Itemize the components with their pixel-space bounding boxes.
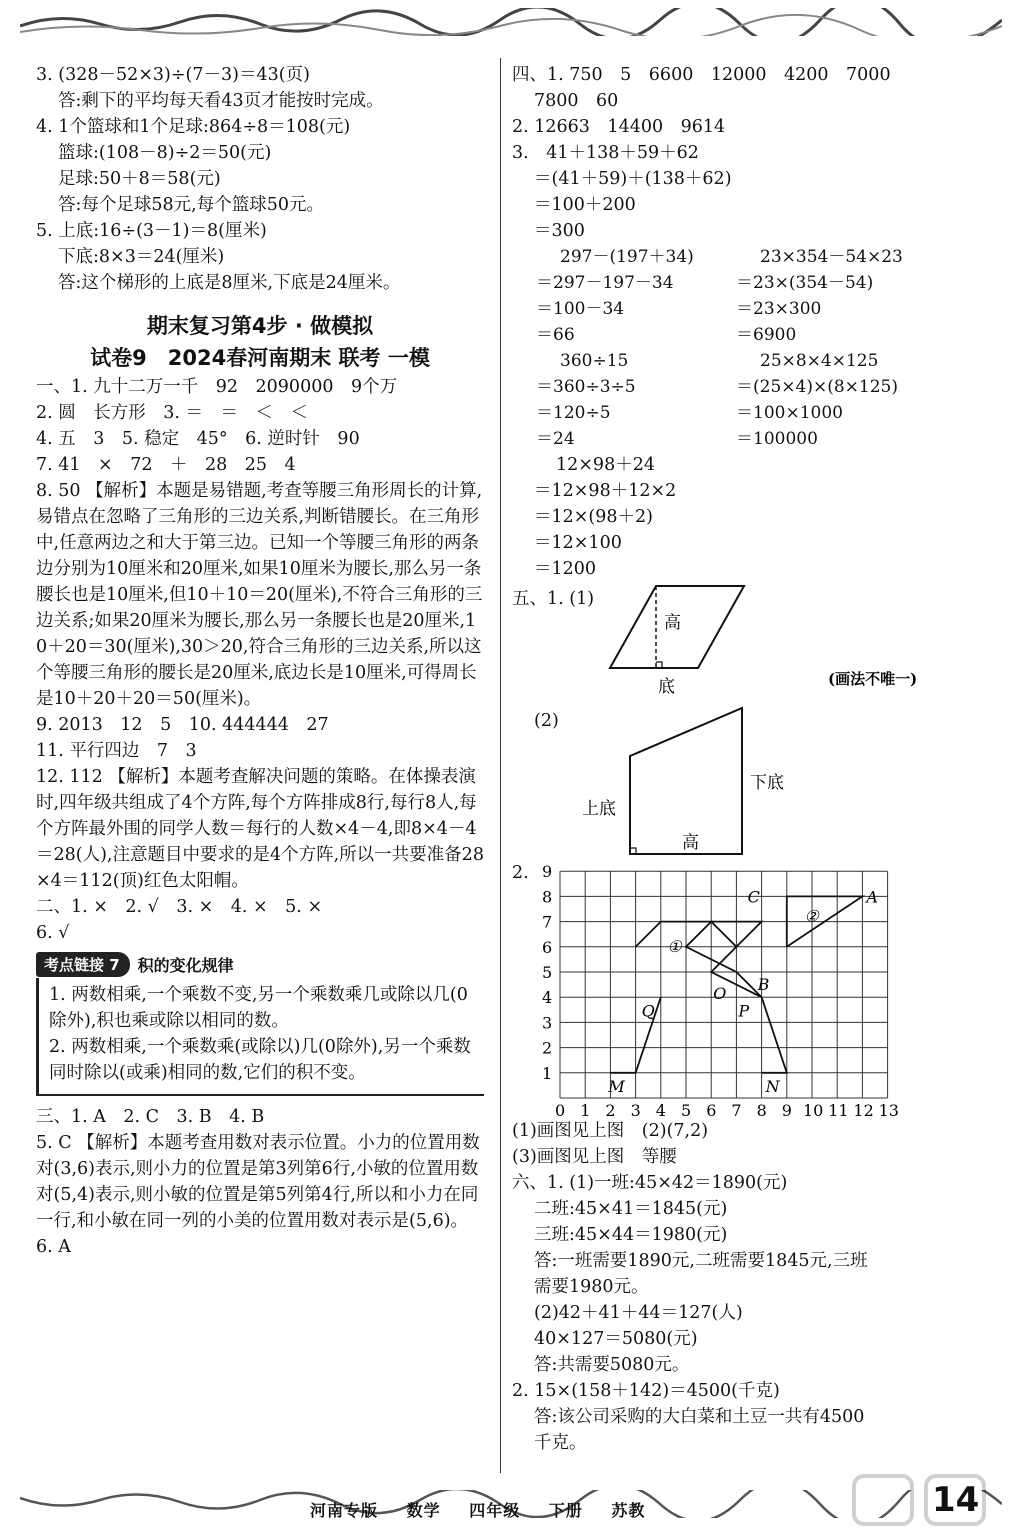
footer-term: 下册 [548, 1501, 583, 1520]
upper-base-label: 上底 [582, 799, 616, 819]
calc-step: ＝24 [536, 429, 575, 449]
answer-line: 5. 上底:16÷(3－1)＝8(厘米) [36, 221, 267, 241]
y-tick-label: 5 [542, 963, 553, 982]
footer-edition: 苏教 [611, 1501, 646, 1520]
y-tick-label: 6 [542, 937, 553, 957]
answer-line: 答:该公司采购的大白菜和土豆一共有4500 [534, 1407, 865, 1427]
height-label: 高 [664, 613, 681, 633]
answer-line: 11. 平行四边 7 3 [36, 741, 197, 761]
section-title: 期末复习第4步 · 做模拟 [146, 314, 374, 338]
x-tick-label: 13 [878, 1101, 899, 1118]
x-tick-label: 6 [706, 1101, 717, 1118]
answer-line: 6. A [36, 1237, 71, 1257]
parallelogram-drawing [512, 584, 972, 704]
answer-line: 篮球:(108－8)÷2＝50(元) [58, 143, 272, 163]
footer-region: 河南专版 [310, 1501, 379, 1520]
y-tick-label: 8 [542, 887, 553, 907]
point-m-label: M [608, 1077, 625, 1096]
calc-step: ＝360÷3÷5 [536, 377, 636, 397]
shape-one-label: ① [667, 936, 682, 956]
calc-step: ＝66 [536, 325, 575, 345]
calc-step: ＝100000 [736, 429, 818, 449]
answer-line: 下底:8×3＝24(厘米) [58, 247, 225, 267]
analysis-paragraph: 5. C 【解析】本题考查用数对表示位置。小力的位置用数对(3,6)表示,则小力的位置是第3列第6行,小敏的位置用数对(5,4)表示,则小敏的位置是第5列第4行,所以和小力在同一行,和小敏在同一列的小美的位置用数对表示是(5,6)。 [36, 1133, 480, 1231]
calc-step: ＝100×1000 [736, 403, 843, 423]
x-tick-label: 0 [555, 1101, 566, 1118]
y-tick-label: 9 [542, 862, 553, 882]
calc-step: ＝1200 [534, 559, 597, 579]
answer-line: 需要1980元。 [534, 1277, 649, 1297]
calc-step: ＝120÷5 [536, 403, 611, 423]
y-tick-label: 4 [542, 988, 553, 1008]
answer-line: (2)42＋41＋44＝127(人) [534, 1303, 743, 1323]
answer-line: (1)画图见上图 (2)(7,2) [512, 1121, 709, 1141]
x-tick-label: 2 [605, 1101, 616, 1118]
answer-line: 7800 60 [534, 91, 619, 111]
answer-line: 三、1. A 2. C 3. B 4. B [36, 1107, 265, 1127]
answer-line: 千克。 [534, 1433, 587, 1453]
calc-step: ＝12×98＋12×2 [534, 481, 677, 501]
analysis-paragraph: 8. 50 【解析】本题是易错题,考查等腰三角形周长的计算,易错点在忽略了三角形的三边关系,判断错腰长。在三角形中,任意两边之和大于第三边。已知一个等腰三角形的两条边分别为10厘米和20厘米,如果10厘米为腰长,那么另一条腰长也是10厘米,但10＋10＝20(厘米),不符合三角形的三边关系;如果20厘米为腰长,那么另一条腰长也是20厘米,10＋20＝30(厘米),30＞20,符合三角形的三边关系,所以这个等腰三角形的腰长是20厘米,底边长是10厘米,可得周长是10＋20＋20＝50(厘米)。 [36, 481, 483, 709]
point-q-label: Q [641, 1001, 655, 1021]
calc-step: 360÷15 [560, 351, 629, 371]
calc-step: ＝297－197－34 [536, 273, 674, 293]
y-tick-label: 7 [542, 912, 553, 932]
calc-step: ＝300 [534, 221, 585, 241]
decorative-top-border [20, 8, 1002, 36]
y-tick-label: 3 [542, 1013, 553, 1033]
point-c-label: C [747, 887, 760, 907]
footer-subject: 数学 [406, 1501, 441, 1520]
answer-line: 答:共需要5080元。 [534, 1355, 690, 1375]
answer-line: 五、1. (1) [512, 589, 595, 609]
shape-two-label: ② [804, 906, 819, 926]
grid-figure [512, 862, 982, 1118]
trapezoid-figure [512, 704, 982, 862]
calc-step: ＝(25×4)×(8×125) [736, 377, 898, 397]
segment-pn [762, 997, 787, 1073]
base-label: 底 [658, 677, 675, 697]
footer-grade: 四年级 [469, 1501, 521, 1520]
x-tick-label: 7 [731, 1101, 742, 1118]
answer-line: 3. 41＋138＋59＋62 [512, 143, 699, 163]
x-tick-label: 10 [803, 1101, 824, 1118]
answer-line: 2. 12663 14400 9614 [512, 117, 726, 137]
calc-pair [512, 244, 982, 452]
x-tick-label: 3 [630, 1101, 641, 1118]
lower-base-label: 下底 [750, 773, 784, 793]
answer-line: 40×127＝5080(元) [534, 1329, 698, 1349]
coordinate-grid [512, 862, 982, 1118]
answer-line: 6. √ [36, 923, 70, 943]
x-tick-label: 12 [853, 1101, 874, 1118]
x-tick-label: 1 [580, 1101, 591, 1118]
point-a-label: A [866, 887, 878, 907]
point-o-label: O [713, 984, 727, 1004]
knowledge-title: 积的变化规律 [137, 955, 234, 975]
x-tick-label: 5 [681, 1101, 692, 1118]
calc-step: 297－(197＋34) [560, 247, 694, 267]
trapezoid-drawing [512, 704, 972, 862]
answer-line: 三班:45×44＝1980(元) [534, 1225, 728, 1245]
calc-step: ＝6900 [736, 325, 797, 345]
height-label: 高 [682, 833, 699, 853]
knowledge-tag: 考点链接 7 [36, 952, 130, 977]
x-tick-label: 8 [756, 1101, 767, 1118]
point-n-label: N [765, 1077, 780, 1096]
calc-step: ＝100＋200 [534, 195, 636, 215]
answer-line: 答:每个足球58元,每个篮球50元。 [58, 195, 324, 215]
answer-line: 2. 圆 长方形 3. ＝ ＝ ＜ ＜ [36, 403, 309, 423]
point-p-label: P [738, 1001, 750, 1021]
drawing-note: (画法不唯一) [828, 670, 918, 688]
answer-line: 4. 五 3 5. 稳定 45° 6. 逆时针 90 [36, 429, 360, 449]
point-b-label: B [757, 975, 770, 994]
answer-line: 2. [512, 863, 529, 883]
analysis-paragraph: 12. 112 【解析】本题考查解决问题的策略。在体操表演时,四年级共组成了4个方阵,每个方阵排成8行,每行8人,每个方阵最外围的同学人数＝每行的人数×4－4,即8×4－4＝28(人),注意题目中要求的是4个方阵,所以一共要准备28×4＝112(顶)红色太阳帽。 [36, 767, 484, 891]
calc-step: ＝100－34 [536, 299, 625, 319]
paper-title: 试卷9 2024春河南期末 联考 一模 [90, 346, 430, 370]
knowledge-point: 1. 两数相乘,一个乘数不变,另一个乘数乘几或除以几(0除外),积也乘或除以相同的数。 [49, 985, 468, 1031]
shape-one-outline [636, 922, 762, 998]
left-column [36, 62, 484, 1260]
answer-line: (3)画图见上图 等腰 [512, 1147, 677, 1167]
answer-line: 答:剩下的平均每天看43页才能按时完成。 [58, 91, 384, 111]
answer-line: 答:一班需要1890元,二班需要1845元,三班 [534, 1251, 868, 1271]
x-tick-label: 4 [655, 1101, 666, 1118]
page-number: 14 [932, 1480, 980, 1520]
knowledge-link-box [36, 950, 484, 1096]
watermark-stamp [850, 1470, 1000, 1530]
answer-line: 7. 41 × 72 ＋ 28 25 4 [36, 455, 296, 475]
knowledge-point: 2. 两数相乘,一个乘数乘(或除以)几(0除外),另一个乘数同时除以(或乘)相同的数,它们的积不变。 [49, 1037, 471, 1083]
answer-line: 二班:45×41＝1845(元) [534, 1199, 728, 1219]
calc-step: ＝12×(98＋2) [534, 507, 653, 527]
answer-line: 一、1. 九十二万一千 92 2090000 9个万 [36, 377, 398, 397]
calc-step: 25×8×4×125 [760, 351, 879, 371]
answer-line: 4. 1个篮球和1个足球:864÷8＝108(元) [36, 117, 351, 137]
answer-line: 3. (328－52×3)÷(7－3)＝43(页) [36, 65, 310, 85]
y-tick-label: 2 [542, 1038, 553, 1058]
x-tick-label: 9 [781, 1101, 792, 1118]
parallelogram-figure [512, 584, 982, 704]
column-divider [500, 58, 501, 1473]
calc-step: ＝23×300 [736, 299, 822, 319]
x-tick-label: 11 [828, 1101, 849, 1118]
answer-line: 足球:50＋8＝58(元) [58, 169, 221, 189]
calc-step: 23×354－54×23 [760, 247, 903, 267]
answer-line: 答:这个梯形的上底是8厘米,下底是24厘米。 [58, 273, 401, 293]
calc-step: 12×98＋24 [556, 455, 655, 475]
answer-line: 四、1. 750 5 6600 12000 4200 7000 [512, 65, 891, 85]
calc-step: ＝12×100 [534, 533, 622, 553]
calc-step: ＝(41＋59)＋(138＋62) [534, 169, 732, 189]
answer-line: 六、1. (1)一班:45×42＝1890(元) [512, 1173, 788, 1193]
answer-line: 2. 15×(158＋142)＝4500(千克) [512, 1381, 780, 1401]
answer-line: (2) [534, 711, 559, 731]
answer-line: 9. 2013 12 5 10. 444444 27 [36, 715, 329, 735]
y-tick-label: 1 [542, 1063, 553, 1083]
right-column [512, 62, 982, 1456]
calc-step: ＝23×(354－54) [736, 273, 874, 293]
page-footer [310, 1498, 667, 1521]
answer-line: 二、1. × 2. √ 3. × 4. × 5. × [36, 897, 323, 917]
